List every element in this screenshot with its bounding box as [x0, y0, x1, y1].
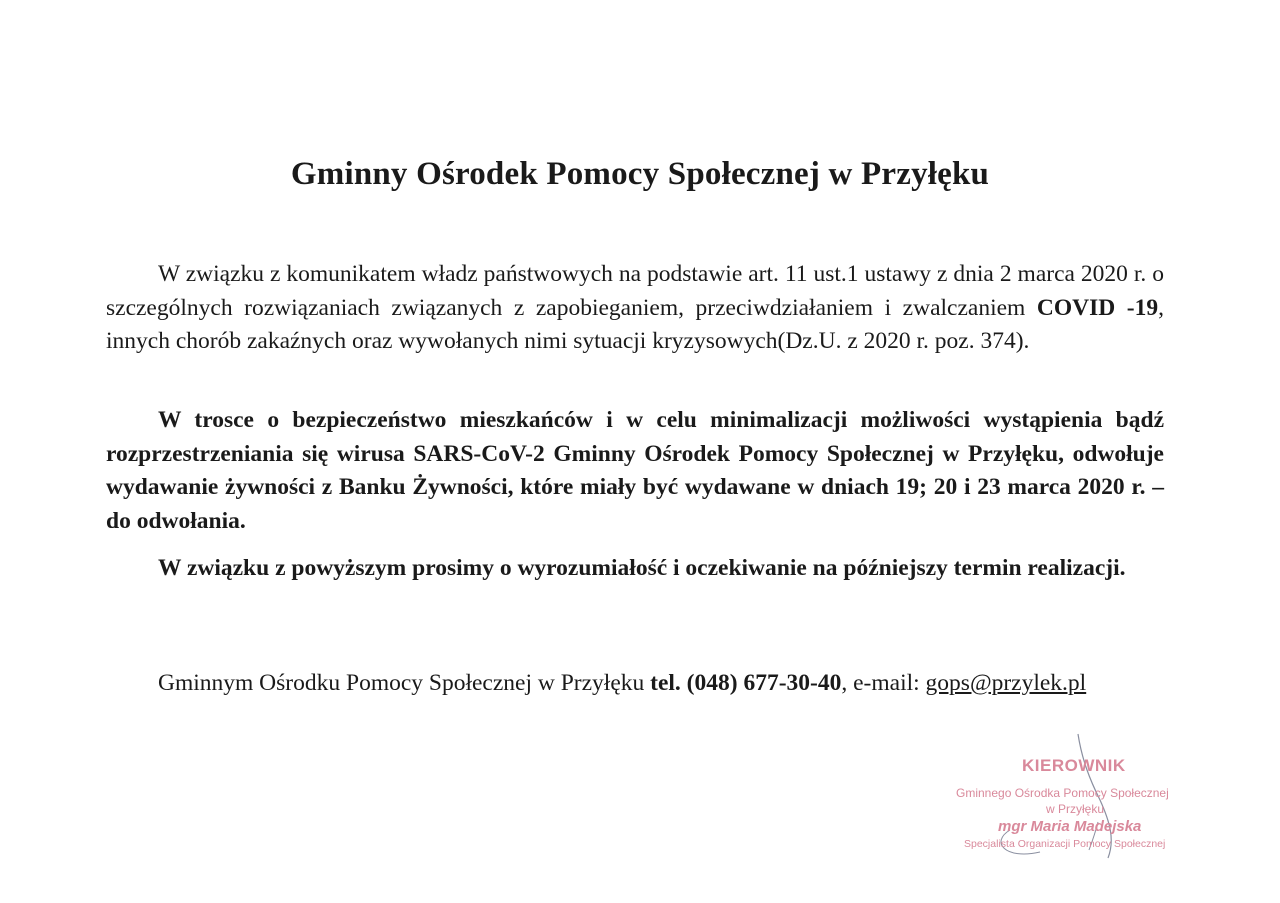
paragraph-legal-basis — [106, 258, 1164, 359]
stamp-line1: Gminnego Ośrodka Pomocy Społecznej — [956, 786, 1169, 800]
stamp-line2: w Przyłęku — [1046, 802, 1105, 816]
covid-bold-text: COVID -19 — [1036, 294, 1159, 321]
official-stamp — [950, 730, 1210, 870]
page-title: Gminny Ośrodek Pomocy Społecznej w Przyłęku — [290, 156, 990, 192]
contact-phone: tel. (048) 677-30-40 — [650, 670, 842, 696]
contact-org: Gminnym Ośrodku Pomocy Społecznej w Przyłęku — [158, 670, 651, 696]
stamp-name: mgr Maria Madejska — [998, 818, 1142, 835]
contact-email-label: , e-mail: — [841, 670, 926, 696]
paragraph-legal-basis-text-a: W związku z komunikatem władz państwowych na podstawie art. 11 ust.1 ustawy z dnia 2 marca 2020 r. o szczególnych rozwiązaniach związanych z zapobieganiem, przeciwdziałaniem i zwalczaniem — [106, 261, 1164, 321]
stamp-role: Specjalista Organizacji Pomocy Społecznej — [964, 838, 1166, 850]
stamp-heading: KIEROWNIK — [1022, 756, 1126, 775]
paragraph-legal-basis-text-b: , innych chorób zakaźnych oraz wywołanych nimi sytuacji kryzysowych(Dz.U. z 2020 r. poz. 374). — [106, 294, 1164, 354]
paragraph-contact — [106, 667, 1164, 701]
paragraph-cancellation: W trosce o bezpieczeństwo mieszkańców i w celu minimalizacji możliwości wystąpienia bądź rozprzestrzeniania się wirusa SARS-CoV-2 Gminny Ośrodek Pomocy Społecznej w Przyłęku, odwołuje wydawanie żywności z Banku Żywności, które miały być wydawane w dniach 19; 20 i 23 marca 2020 r. – do odwołania. — [106, 407, 1164, 534]
paragraph-request: W związku z powyższym prosimy o wyrozumiałość i oczekiwanie na późniejszy termin realizacji. — [158, 555, 1126, 581]
contact-email-link[interactable]: gops@przylek.pl — [925, 670, 1087, 696]
